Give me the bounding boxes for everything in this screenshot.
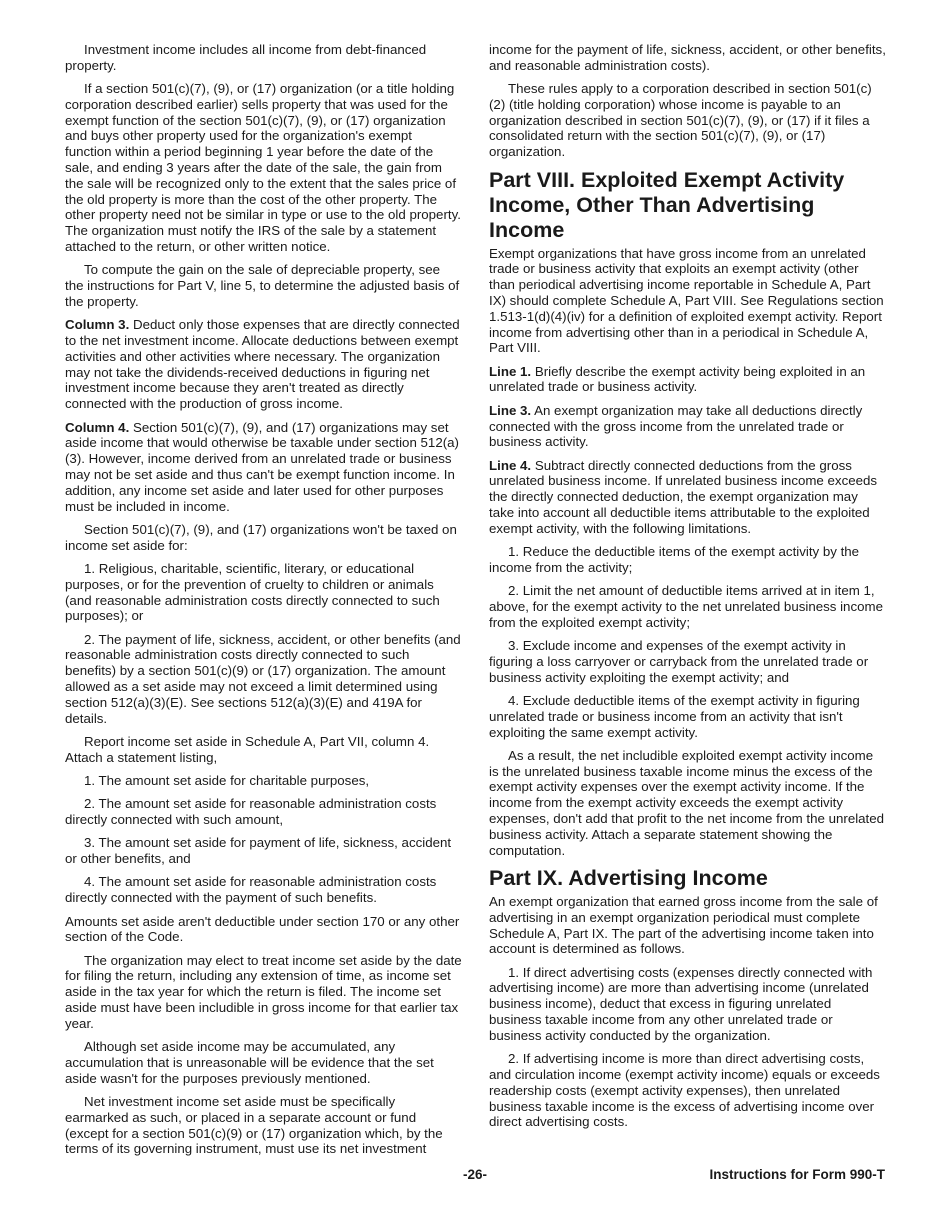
paragraph: These rules apply to a corporation described in section 501(c)(2) (title holding corporation) whose income is payable to an organization described in section 501(c)(7), (9), or (17) if it files a consolidated return with the section 501(c)(7), (9), or (17) organization. [489, 81, 872, 160]
column-4-label: Column 4. [65, 419, 130, 435]
list-item: 3. The amount set aside for payment of life, sickness, accident or other benefits, and [65, 835, 452, 867]
paragraph: Although set aside income may be accumulated, any accumulation that is unreasonable will be evidence that the set aside wasn't for the purposes previously mentioned. [65, 1039, 434, 1086]
paragraph: The organization may elect to treat income set aside by the date for filing the return, including any extension of time, as income set aside in the tax year for which the return is filed. The income set aside must have been includible in gross income for that earlier tax year. [65, 952, 462, 1031]
column-3-label: Column 3. [65, 317, 130, 333]
part-8-heading: Part VIII. Exploited Exempt Activity Income, Other Than Advertising Income [489, 167, 845, 242]
line-4-paragraph [489, 458, 886, 537]
paragraph: Report income set aside in Schedule A, Part VII, column 4. Attach a statement listing, [65, 733, 430, 765]
paragraph: income for the payment of life, sickness, accident, or other benefits, and reasonable administration costs). [489, 42, 886, 73]
line-4-text: Subtract directly connected deductions from the gross unrelated business income. If unrelated business income exceeds the directly connected deduction, the exempt organization may take into account all deductible items attributable to the exploited exempt activity, with the following limitations. [489, 457, 878, 536]
right-column [489, 42, 886, 1138]
left-column [65, 42, 462, 1165]
paragraph: Section 501(c)(7), (9), and (17) organizations won't be taxed on income set aside for: [65, 521, 457, 553]
column-4-paragraph [65, 420, 462, 515]
list-item: 4. The amount set aside for reasonable administration costs directly connected with the payment of such benefits. [65, 874, 437, 906]
line-3-paragraph [489, 403, 886, 450]
column-3-paragraph [65, 317, 462, 412]
paragraph: Net investment income set aside must be specifically earmarked as such, or placed in a separate account or fund (except for a section 501(c)(9) or (17) organization which, by the terms of its governing instrument, must use its net investment [65, 1094, 443, 1157]
paragraph: Investment income includes all income from debt-financed property. [65, 42, 427, 73]
line-1-label: Line 1. [489, 363, 532, 379]
paragraph: To compute the gain on the sale of depreciable property, see the instructions for Part V, line 5, to determine the adjusted basis of the property. [65, 262, 460, 309]
document-title: Instructions for Form 990-T [709, 1167, 885, 1182]
line-1-text: Briefly describe the exempt activity being exploited in an unrelated trade or business activity. [489, 363, 866, 395]
list-item: 1. Reduce the deductible items of the exempt activity by the income from the activity; [489, 544, 860, 575]
part-9-heading: Part IX. Advertising Income [489, 865, 768, 890]
page-number: -26- [462, 1167, 487, 1182]
line-1-paragraph [489, 364, 886, 396]
list-item: 4. Exclude deductible items of the exempt activity in figuring unrelated trade or business income from an activity that isn't exploiting the same exempt activity. [489, 693, 860, 740]
line-3-label: Line 3. [489, 402, 532, 418]
list-item: 1. Religious, charitable, scientific, literary, or educational purposes, or for the prevention of cruelty to children or animals (and reasonable administration costs directly connected to such purposes); or [65, 560, 440, 624]
list-item: 3. Exclude income and expenses of the exempt activity in figuring a loss carryover or carryback from the unrelated trade or business activity exploiting the exempt activity; and [489, 638, 869, 685]
list-item: 2. The amount set aside for reasonable administration costs directly connected with such amount, [65, 796, 437, 828]
column-3-text: Deduct only those expenses that are directly connected to the net investment income. Allocate deductions between exempt activities and other activities where necessary. The organization may not take the dividends-received deductions in figuring net investment income because they aren't treated as directly connected with the production of gross income. [65, 317, 460, 412]
list-item: 2. If advertising income is more than direct advertising costs, and circulation income (exempt activity income) equals or exceeds readership costs (exempt activity expenses), then unrelated business taxable income is the excess of advertising income over direct advertising costs. [489, 1051, 880, 1130]
paragraph: An exempt organization that earned gross income from the sale of advertising in an exempt organization periodical must complete Schedule A, Part IX. The part of the advertising income taken into account is determined as follows. [489, 893, 878, 957]
list-item: 1. If direct advertising costs (expenses directly connected with advertising income) are more than advertising income (unrelated business income), deduct that excess in figuring unrelated business taxable income from any other unrelated trade or business activity conducted by the organization. [489, 964, 873, 1043]
column-4-text: Section 501(c)(7), (9), and (17) organizations may set aside income that would otherwise be taxable under section 512(a)(3). However, income derived from an unrelated trade or business may not be set aside and thus can't be exempt function income. In addition, any income set aside and later used for other purposes must be included in income. [65, 419, 459, 514]
list-item: 2. Limit the net amount of deductible items arrived at in item 1, above, for the exempt activity to the net unrelated business income from the exploited exempt activity; [489, 583, 883, 630]
paragraph: Exempt organizations that have gross income from an unrelated trade or business activity that exploits an exempt activity (other than periodical advertising income reportable in Schedule A, Part IX) should complete Schedule A, Part VIII. See Regulations section 1.513-1(d)(4)(iv) for a definition of exploited exempt activity. Report income from advertising other than in a periodical in Schedule A, Part VIII. [489, 245, 884, 356]
paragraph: If a section 501(c)(7), (9), or (17) organization (or a title holding corporation described earlier) sells property that was used for the exempt function of the section 501(c)(7), (9), or (17) organization and buys other property used for the organization's exempt function within a period beginning 1 year before the date of the sale, and ending 3 years after the date of the sale, the gain from the sale will be recognized only to the extent that the sales price of the old property is more than the cost of the other property. The other property need not be similar in type or use to the old property. The organization must notify the IRS of the sale by a statement attached to the return, or other written notice. [65, 81, 461, 255]
line-4-label: Line 4. [489, 457, 532, 473]
list-item: 1. The amount set aside for charitable purposes, [84, 772, 370, 788]
paragraph: Amounts set aside aren't deductible under section 170 or any other section of the Code. [65, 913, 460, 945]
list-item: 2. The payment of life, sickness, accident, or other benefits (and reasonable administration costs directly connected to such benefits) by a section 501(c)(9) or (17) organization. The amount allowed as a set aside may not exceed a limit determined using section 512(a)(3)(E). See sections 512(a)(3)(E) and 419A for details. [65, 631, 461, 726]
line-3-text: An exempt organization may take all deductions directly connected with the gross income from the unrelated trade or business activity. [489, 402, 863, 450]
paragraph: As a result, the net includible exploited exempt activity income is the unrelated business taxable income minus the excess of the exempt activity expenses over the exempt activity income. If the income from the exempt activity exceeds the exempt activity expenses, don't add that profit to the net income from the unrelated business activity. Attach a separate statement showing the computation. [489, 747, 885, 858]
